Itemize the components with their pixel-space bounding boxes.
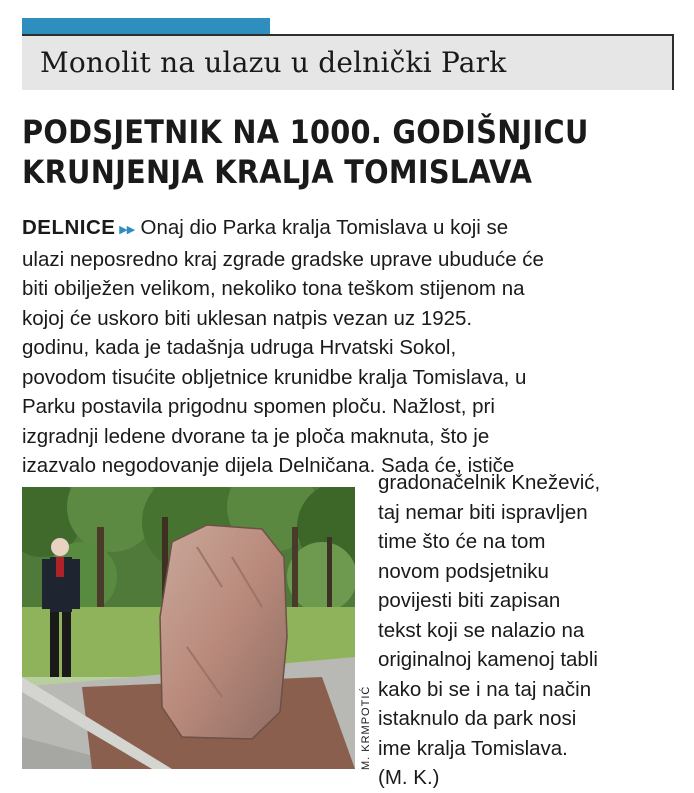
body-line: time što će na tom <box>378 530 546 553</box>
section-color-bar <box>22 18 270 34</box>
article-body-top <box>22 213 682 481</box>
article-body-side <box>378 468 678 793</box>
photo-credit: M. KRMPOTIĆ <box>360 685 372 770</box>
article-headline <box>22 112 607 192</box>
body-line: novom podsjetniku <box>378 559 549 583</box>
body-line: tekst koji se nalazio na <box>378 618 585 642</box>
headline-line-2: KRUNJENJA KRALJA TOMISLAVA <box>22 153 533 191</box>
body-line-text: Onaj dio Parka kralja Tomislava u koji se <box>140 216 509 239</box>
photo-illustration <box>22 487 355 769</box>
article-kicker: Monolit na ulazu u delnički Park <box>40 46 507 79</box>
body-line: biti obilježen velikom, nekoliko tona teškom stijenom na <box>22 277 525 300</box>
dateline: DELNICE <box>22 216 116 239</box>
body-line: godinu, kada je tadašnja udruga Hrvatski Sokol, <box>22 336 457 359</box>
article-photo <box>22 487 355 769</box>
body-line: kako bi se i na taj način <box>378 677 592 701</box>
body-line: povijesti biti zapisan <box>378 589 561 612</box>
body-line: izgradnji ledene dvorane ta je ploča maknuta, što je <box>22 424 490 448</box>
body-line <box>22 213 682 245</box>
body-line: taj nemar biti ispravljen <box>378 500 588 524</box>
body-line: Parku postavila prigodnu spomen ploču. Nažlost, pri <box>22 395 495 418</box>
body-line: gradonačelnik Knežević, <box>378 471 601 494</box>
body-line: izazvalo negodovanje dijela Delničana. Sada će, ističe <box>22 454 515 477</box>
kicker-box <box>22 34 674 90</box>
headline-line-1: PODSJETNIK NA 1000. GODIŠNJICU <box>22 113 589 151</box>
body-line: istaknulo da park nosi <box>378 707 577 730</box>
body-line: kojoj će uskoro biti uklesan natpis vezan uz 1925. <box>22 306 473 330</box>
body-line: povodom tisućite obljetnice krunidbe kralja Tomislava, u <box>22 365 527 389</box>
dateline-arrow-icon: ▸▸ <box>119 221 135 238</box>
body-line: (M. K.) <box>378 766 440 789</box>
body-line: ime kralja Tomislava. <box>378 736 568 760</box>
body-line: ulazi neposredno kraj zgrade gradske uprave ubuduće će <box>22 247 544 271</box>
body-line: originalnoj kamenoj tabli <box>378 648 598 671</box>
